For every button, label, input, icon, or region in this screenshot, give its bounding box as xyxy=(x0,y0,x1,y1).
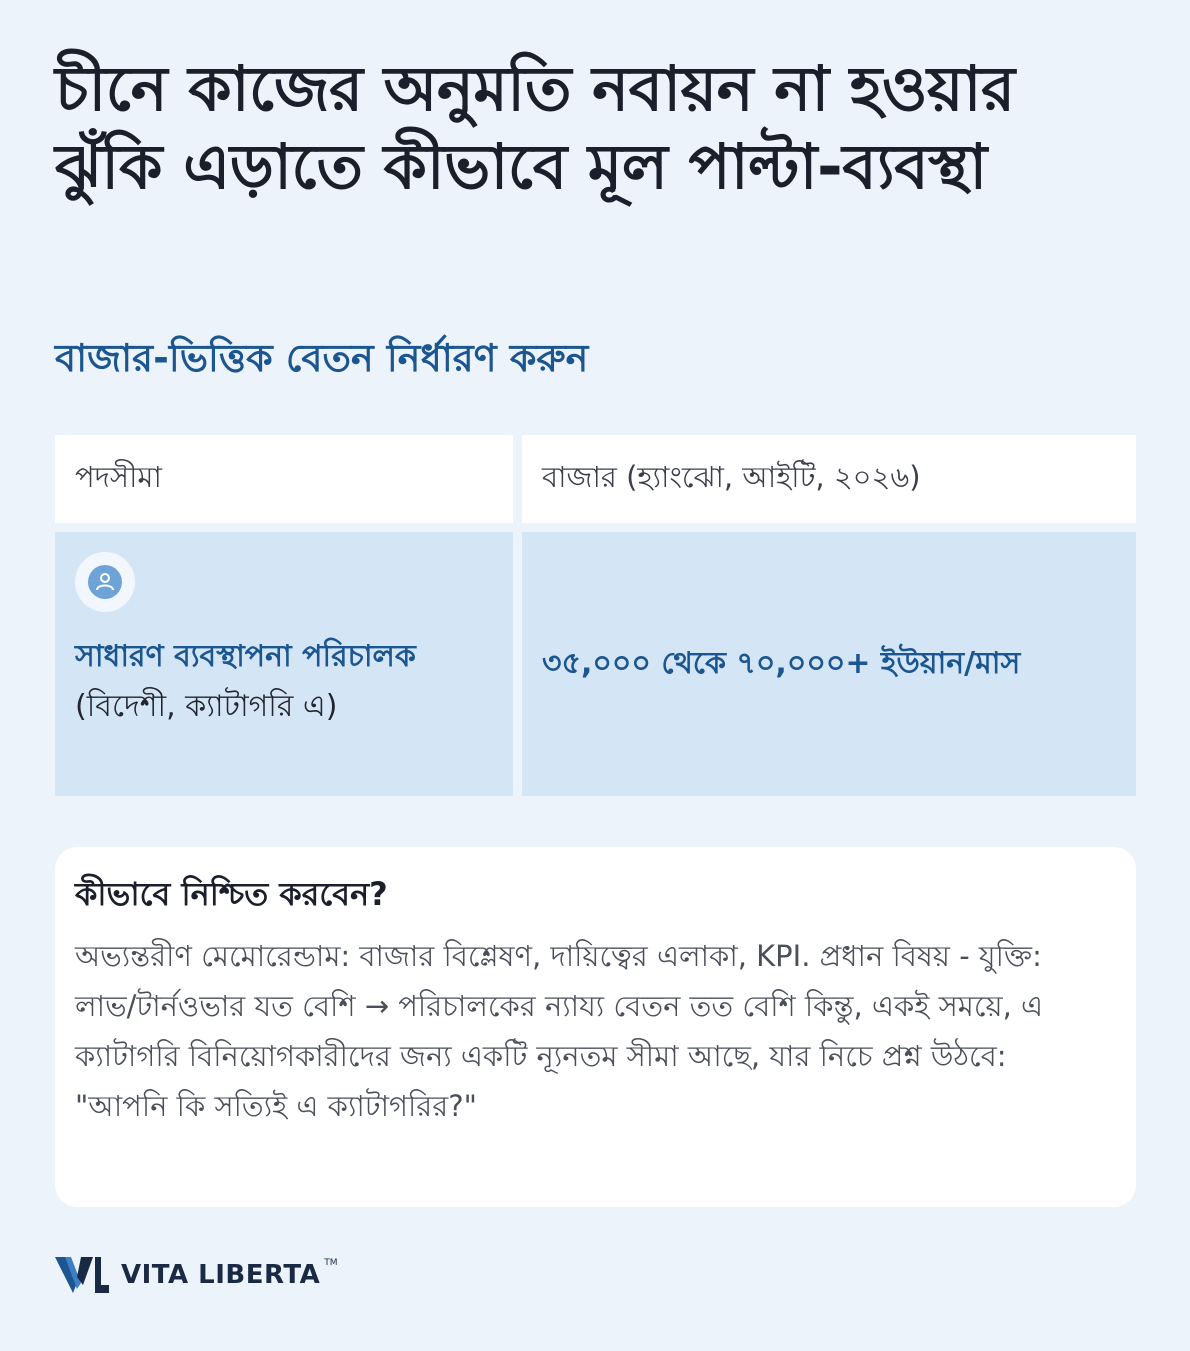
brand-name: VITA LIBERTA xyxy=(121,1260,321,1290)
table-cell-role xyxy=(55,532,513,796)
table-cell-salary: ৩৫,০০০ থেকে ৭০,০০০+ ইউয়ান/মাস xyxy=(522,532,1136,796)
role-category: (বিদেশী, ক্যাটাগরি এ) xyxy=(75,689,338,724)
brand-logo xyxy=(55,1255,345,1295)
trademark-mark: TM xyxy=(324,1258,338,1268)
table-header-market: বাজার (হ্যাংঝো, আইটি, ২০২৬) xyxy=(522,435,1136,523)
role-text xyxy=(75,632,495,732)
section-subtitle: বাজার-ভিত্তিক বেতন নির্ধারণ করুন xyxy=(55,336,589,380)
table-header-position: পদসীমা xyxy=(55,435,513,523)
card-title: কীভাবে নিশ্চিত করবেন? xyxy=(75,875,388,913)
card-body: অভ্যন্তরীণ মেমোরেন্ডাম: বাজার বিশ্লেষণ, দায়িত্বের এলাকা, KPI. প্রধান বিষয় - যুক্তি: লাভ/টার্নওভার যত বেশি → পরিচালকের ন্যায্য বেতন তত বেশি কিন্তু, একই সময়ে, এ ক্যাটাগরি বিনিয়োগকারীদের জন্য একটি ন্যূনতম সীমা আছে, যার নিচে প্রশ্ন উঠবে: "আপনি কি সত্যিই এ ক্যাটাগরির?" xyxy=(75,939,1044,1123)
vl-logo-icon xyxy=(55,1255,109,1295)
salary-table xyxy=(55,435,1136,796)
user-icon xyxy=(75,552,135,612)
page-title: চীনে কাজের অনুমতি নবায়ন না হওয়ার ঝুঁকি এড়াতে কীভাবে মূল পাল্টা-ব্যবস্থা xyxy=(55,52,1015,203)
role-title: সাধারণ ব্যবস্থাপনা পরিচালক xyxy=(75,639,416,674)
info-card xyxy=(55,847,1136,1207)
